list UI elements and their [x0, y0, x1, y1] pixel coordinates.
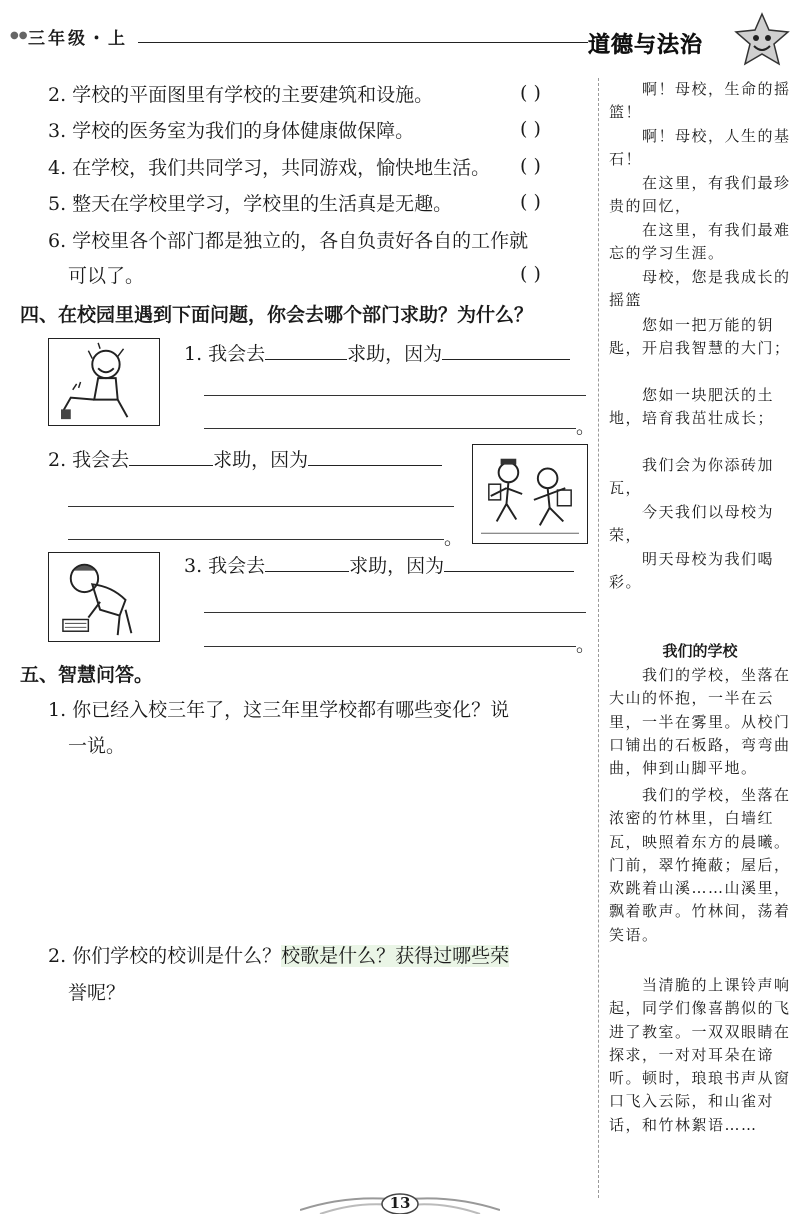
q2-prompt — [48, 444, 442, 474]
header-dots-decoration: ●● — [10, 30, 28, 41]
q3-prompt — [184, 550, 574, 580]
q2-answer-line-2[interactable] — [68, 539, 444, 540]
s5-q1-line1: 1. 你已经入校三年了，这三年里学校都有哪些变化？说 — [48, 699, 510, 721]
poem-line-2: 啊！母校，人生的基石！ — [609, 127, 791, 169]
essay-title: 我们的学校 — [662, 642, 738, 660]
poem-line-7: 您如一块肥沃的土地，培育我茁壮成长； — [609, 386, 775, 428]
poem-line-8: 我们会为你添砖加瓦， — [609, 456, 775, 498]
answer-paren-5[interactable]: ( ) — [520, 191, 541, 213]
s5-q2-part-b-highlight: 校歌是什么？获得过哪些荣 — [281, 945, 510, 967]
essay-paragraph-2: 我们的学校，坐落在浓密的竹林里，白墙红瓦，映照着东方的晨曦。门前，翠竹掩蔽；屋后，欢跳着山溪……山溪里，飘着歌声。竹林间，荡着笑语。 — [609, 786, 791, 944]
essay-paragraph-3: 当清脆的上课铃声响起，同学们像喜鹊似的飞进了教室。一双双眼睛在探求，一对对耳朵在谛听。顿时，琅琅书声从窗口飞入云际，和山雀对话，和竹林絮语…… — [609, 976, 791, 1134]
q2-mid-text: 求助，因为 — [213, 449, 309, 471]
q1-reason-blank[interactable] — [442, 338, 570, 360]
q3-answer-line-2[interactable] — [204, 646, 576, 647]
judge-item-4: 4. 在学校，我们共同学习，共同游戏，愉快地生活。 — [48, 157, 491, 179]
answer-paren-4[interactable]: ( ) — [520, 155, 541, 177]
essay-paragraph-1: 我们的学校，坐落在大山的怀抱，一半在云里，一半在雾里。从校门口铺出的石板路，弯弯曲曲，伸到山脚平地。 — [609, 666, 791, 778]
q1-answer-line-2[interactable] — [204, 428, 576, 429]
q1-end-mark: 。 — [576, 416, 596, 438]
poem-line-10: 明天母校为我们喝彩。 — [609, 550, 775, 592]
q1-label: 1. 我会去 — [184, 343, 266, 365]
reading-sidebar — [598, 78, 794, 1198]
q3-end-mark: 。 — [576, 634, 596, 656]
poem-line-1: 啊！母校，生命的摇篮！ — [609, 80, 791, 122]
q1-dept-blank[interactable] — [265, 338, 347, 360]
page-number: 13 — [389, 1194, 411, 1212]
s5-q2-part-a: 2. 你们学校的校训是什么？ — [48, 945, 282, 967]
answer-paren-6[interactable]: ( ) — [520, 263, 541, 285]
s5-q1-answer-space[interactable] — [48, 772, 588, 932]
judge-item-3: 3. 学校的医务室为我们的身体健康做保障。 — [48, 120, 415, 142]
q3-reason-blank[interactable] — [444, 550, 574, 572]
page-footer — [0, 1190, 800, 1214]
found-wallet-boy-illustration — [48, 552, 160, 642]
judge-item-6: 6. 学校里各个部门都是独立的，各自负责好各自的工作就 — [48, 230, 529, 252]
section-4-title: 四、在校园里遇到下面问题，你会去哪个部门求助？为什么？ — [20, 304, 534, 326]
q1-mid-text: 求助，因为 — [347, 343, 443, 365]
page-header — [0, 0, 800, 70]
section-5-title: 五、智慧问答。 — [20, 664, 154, 686]
poem-line-3: 在这里，有我们最珍贵的回忆， — [609, 174, 791, 216]
answer-paren-2[interactable]: ( ) — [520, 82, 541, 104]
q1-answer-line-1[interactable] — [204, 395, 586, 396]
q2-dept-blank[interactable] — [129, 444, 213, 466]
poem-line-6: 您如一把万能的钥匙，开启我智慧的大门； — [609, 316, 791, 358]
s5-q2-line1 — [48, 942, 509, 970]
q3-answer-line-1[interactable] — [204, 612, 586, 613]
q3-mid-text: 求助，因为 — [349, 555, 445, 577]
poem-line-9: 今天我们以母校为荣， — [609, 503, 775, 545]
q1-prompt — [184, 338, 570, 368]
q2-reason-blank[interactable] — [308, 444, 442, 466]
judge-item-2: 2. 学校的平面图里有学校的主要建筑和设施。 — [48, 84, 434, 106]
s5-q1-line2: 一说。 — [68, 735, 126, 757]
header-rule — [138, 42, 588, 43]
star-mascot-icon — [732, 12, 792, 68]
q2-answer-line-1[interactable] — [68, 506, 454, 507]
judge-item-6-cont: 可以了。 — [68, 265, 145, 287]
s5-q2-answer-space[interactable] — [48, 1018, 588, 1178]
hurt-knee-boy-illustration — [48, 338, 160, 426]
q2-label: 2. 我会去 — [48, 449, 130, 471]
judge-item-5: 5. 整天在学校里学习，学校里的生活真是无趣。 — [48, 193, 453, 215]
subject-title: 道德与法治 — [588, 33, 704, 58]
q3-dept-blank[interactable] — [265, 550, 349, 572]
running-kids-illustration — [472, 444, 588, 544]
poem-line-5: 母校，您是我成长的摇篮 — [609, 268, 791, 310]
poem-line-4: 在这里，有我们最难忘的学习生涯。 — [609, 221, 791, 263]
answer-paren-3[interactable]: ( ) — [520, 118, 541, 140]
q3-label: 3. 我会去 — [184, 555, 266, 577]
q2-end-mark: 。 — [444, 527, 464, 549]
grade-label: 三年级・上 — [28, 29, 128, 49]
s5-q2-line2: 誉呢？ — [68, 982, 126, 1004]
